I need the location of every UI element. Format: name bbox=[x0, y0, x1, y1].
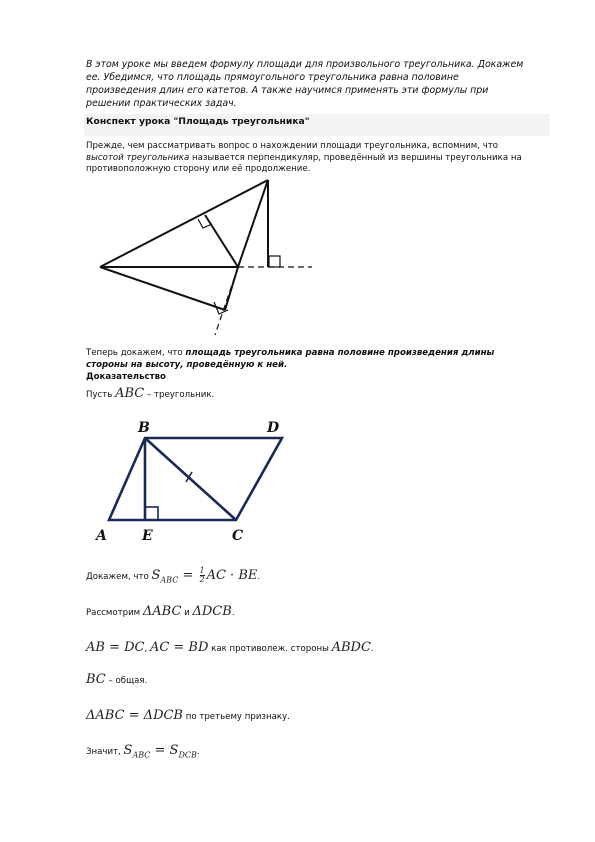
right-angle-e bbox=[145, 507, 158, 520]
label-b: B bbox=[138, 420, 150, 436]
math-ab-eq-dc: AB = DC bbox=[86, 640, 145, 655]
side-short bbox=[225, 267, 238, 310]
proof-step-6: ΔABC = ΔDCB по третьему признаку. bbox=[86, 708, 290, 723]
definition-term: высотой треугольника bbox=[86, 152, 190, 163]
proof-step-5: BC – общая. bbox=[86, 672, 148, 687]
altitudes-figure bbox=[90, 175, 330, 340]
math-ac-eq-bd: AC = BD bbox=[149, 640, 209, 655]
inner-altitude bbox=[205, 215, 238, 267]
label-e: E bbox=[142, 528, 153, 544]
parallelogram-figure bbox=[92, 416, 292, 546]
math-abc: ABC bbox=[115, 386, 145, 401]
math-bc: BC bbox=[86, 672, 106, 687]
proof-title: Доказательство bbox=[86, 372, 166, 382]
proof-step-7: Значит, $S_{ABC} = S_{DCB}$. bbox=[86, 743, 200, 760]
proof-step-2: Докажем, что $S_{ABC}$ = $\frac{1}{2}$ AC · BE. bbox=[86, 566, 261, 585]
theorem-statement bbox=[86, 348, 526, 371]
parallelogram-abdc bbox=[109, 438, 282, 520]
definition-text-after: называется перпендикуляр, проведённый из вершины треугольника на противоположную сторону или её продолжение. bbox=[86, 152, 522, 174]
math-areas-equal: $S_{ABC} = S_{DCB}$ bbox=[123, 743, 197, 760]
proof-step-3: Рассмотрим ΔABC и ΔDCB. bbox=[86, 604, 235, 619]
definition-text-before: Прежде, чем рассматривать вопрос о нахождении площади треугольника, вспомним, что bbox=[86, 141, 499, 151]
math-area-formula: $S_{ABC}$ = $\frac{1}{2}$ AC · BE bbox=[151, 566, 258, 585]
label-a: A bbox=[96, 528, 107, 544]
lesson-intro: В этом уроке мы введем формулу площади для произвольного треугольника. Докажем ее. Убедимся, что площадь прямоугольного треугольника равна половине произведения длин его катетов. А также научимся применять эти формулы при решении практических задач. bbox=[86, 59, 524, 109]
right-angle-mark-2 bbox=[269, 256, 280, 267]
theorem-lead: Теперь докажем, что bbox=[86, 348, 186, 358]
math-triangle-abc: ΔABC bbox=[142, 604, 182, 619]
proof-step-1: Пусть ABC – треугольник. bbox=[86, 386, 215, 401]
theorem-emphasis: площадь треугольника равна половине произведения длины стороны на высоту, проведённую к ней. bbox=[86, 348, 495, 370]
label-c: C bbox=[232, 528, 244, 544]
math-triangle-dcb: ΔDCB bbox=[192, 604, 232, 619]
side-extension bbox=[215, 267, 238, 335]
label-d: D bbox=[267, 420, 280, 436]
math-abdc: ABDC bbox=[331, 640, 371, 655]
math-triangles-equal: ΔABC = ΔDCB bbox=[86, 708, 183, 723]
side-bottom bbox=[100, 267, 225, 310]
fraction-one-half: $\frac{1}{2}$ bbox=[199, 566, 205, 584]
proof-step-4: AB = DC, AC = BD как противолеж. стороны ABDC. bbox=[86, 640, 374, 655]
lesson-summary-header: Конспект урока "Площадь треугольника" bbox=[84, 114, 550, 136]
altitude-definition bbox=[86, 141, 526, 176]
